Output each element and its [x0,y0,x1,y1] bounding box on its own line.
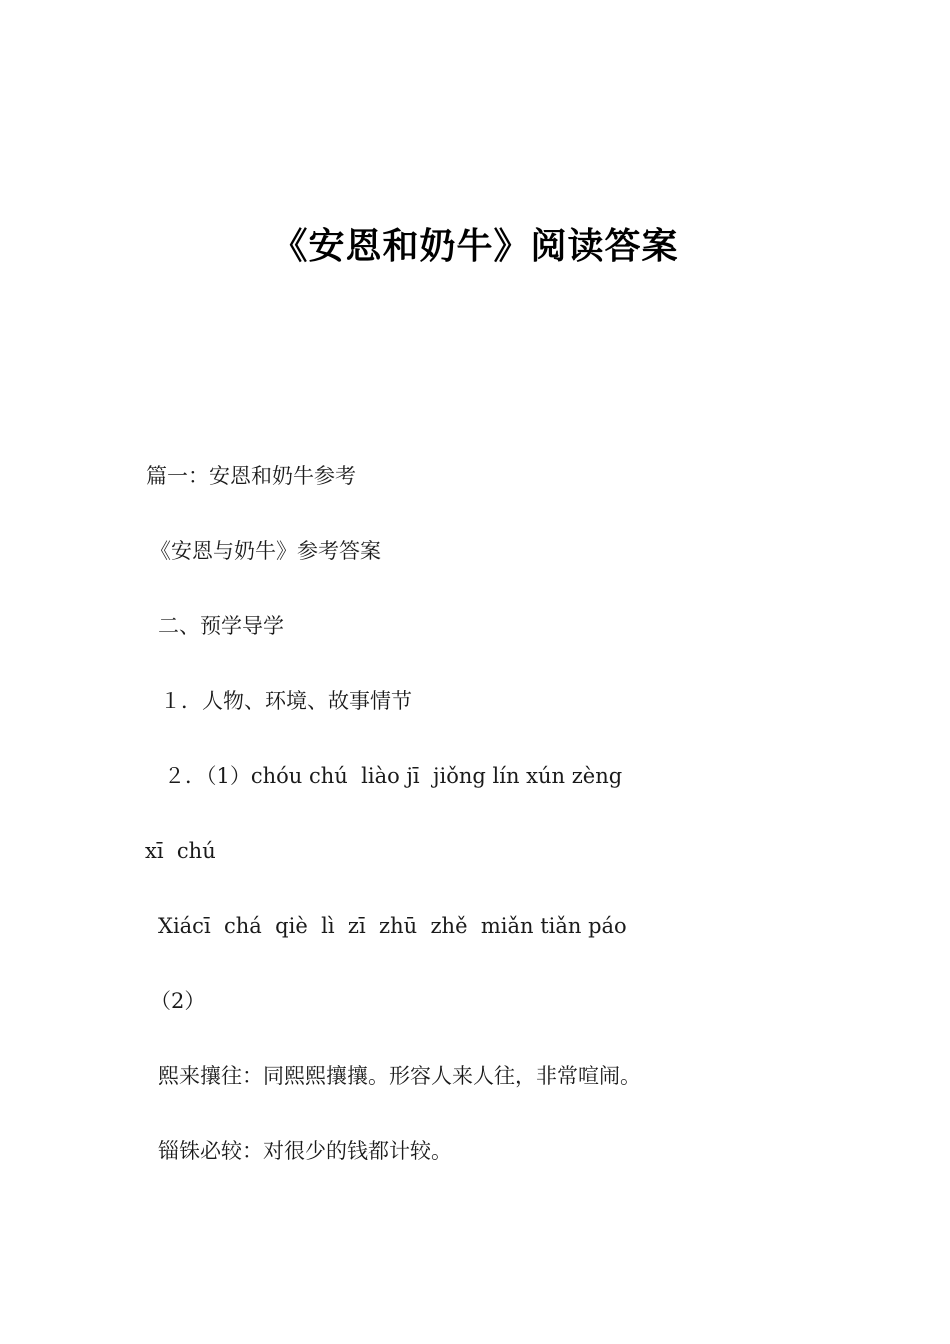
text-line-pinyin-2: Xiácī chá qiè lì zī zhū zhě miǎn tiǎn páo [158,914,627,938]
text-line-item-1: １．人物、环境、故事情节 [160,689,412,713]
text-line-section: 二、预学导学 [158,614,284,638]
text-line-subitem-2: （2） [150,989,206,1013]
text-line-definition-2: 锱铢必较：对很少的钱都计较。 [158,1139,452,1163]
text-line-pinyin-cont: xī chú [145,839,216,863]
document-title: 《安恩和奶牛》阅读答案 [271,226,679,267]
text-line-heading: 篇一：安恩和奶牛参考 [146,464,356,488]
text-line-definition-1: 熙来攘往：同熙熙攘攘。形容人来人往，非常喧闹。 [158,1064,641,1088]
text-line-item-2: ２．（1）chóu chú liào jī jiǒng lín xún zèng [164,764,623,788]
text-line-subtitle: 《安恩与奶牛》参考答案 [150,539,381,563]
